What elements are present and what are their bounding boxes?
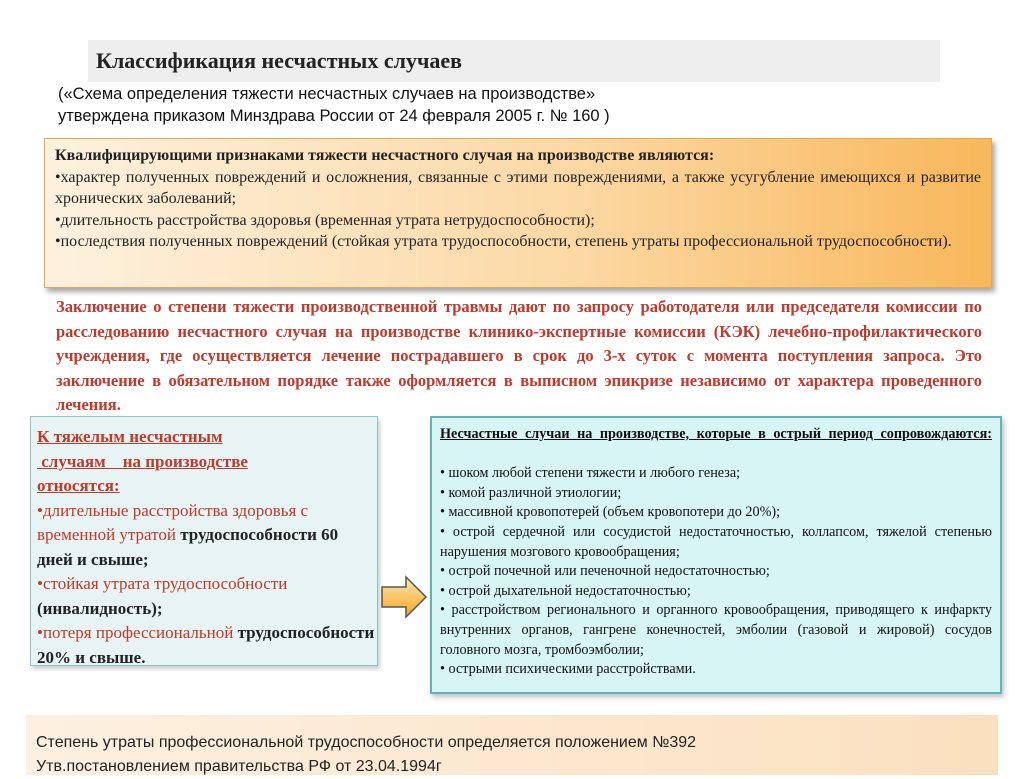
heavy-item-2-text: •стойкая утрата трудоспособности: [37, 574, 288, 593]
qualifying-item: •длительность расстройства здоровья (временная утрата нетрудоспособности);: [55, 211, 595, 229]
qualifying-item: •последствия полученных повреждений (стойкая утрата трудоспособности, степень утраты профессиональной трудоспособности).: [55, 233, 952, 250]
footer-note-box: [26, 715, 998, 775]
heavy-item-1: [37, 499, 377, 573]
qualifying-signs-box: [44, 138, 992, 288]
heavy-item-3: [37, 621, 377, 670]
acute-item: • острой почечной или печеночной недостаточностью;: [440, 562, 992, 582]
acute-period-box: [430, 416, 1002, 694]
heavy-cases-box: [30, 416, 378, 666]
subtitle-line-1: («Схема определения тяжести несчастных случаев на производстве»: [58, 85, 596, 103]
acute-item: • массивной кровопотерей (объем кровопотери до 20%);: [440, 503, 992, 523]
right-arrow-icon: [380, 575, 428, 619]
acute-item: • острыми психическими расстройствами.: [440, 660, 992, 680]
acute-item: • расстройством регионального и органного кровообращения, приводящего к инфаркту внутренних органов, гангрене конечностей, эмболии (газовой и жировой) сосудов головного мозга, тромбоэмболии;: [440, 601, 992, 660]
acute-item: • комой различной этиологии;: [440, 484, 992, 504]
qualifying-heading: Квалифицирующими признаками тяжести несчастного случая на производстве являются:: [55, 147, 715, 164]
footer-line-2: Утв.постановлением правительства РФ от 23.04.1994г: [36, 758, 442, 775]
acute-heading: Несчастные случаи на производстве, которые в острый период сопровождаются:: [440, 426, 992, 442]
conclusion-text: Заключение о степени тяжести производственной травмы дают по запросу работодателя или председателя комиссии по расследованию несчастного случая на производстве клинико-экспертные комиссии (КЭК) лечебно-профилактического учреждения, где осуществляется лечение пострадавшего в срок до 3-х суток с момента поступления запроса. Это заключение в обязательном порядке также оформляется в выписном эпикризе независимо от характера проведенного лечения.: [56, 297, 982, 414]
heavy-item-1-bold: трудоспособности 60 дней и свыше;: [37, 525, 339, 569]
qualifying-item: •характер полученных повреждений и осложнения, связанные с этими повреждениями, а также усугубление имеющихся и развитие хронических заболеваний;: [55, 168, 981, 207]
heavy-item-2: [37, 572, 377, 621]
heavy-item-1-text: •длительные расстройства здоровья с временной утратой: [37, 500, 309, 544]
page-title: Классификация несчастных случаев: [96, 48, 463, 73]
footer-line-1: Степень утраты профессиональной трудоспособности определяется положением №392: [36, 734, 697, 751]
heavy-item-3-bold: трудоспособности 20% и свыше.: [37, 623, 375, 667]
heavy-item-2-bold: (инвалидность);: [37, 598, 163, 618]
heavy-heading-line-3: относятся:: [37, 476, 120, 495]
heavy-heading-line-1: К тяжелым несчастным: [37, 427, 223, 446]
title-bar: [88, 40, 940, 82]
acute-item: • острой сердечной или сосудистой недостаточностью, коллапсом, тяжелой степенью нарушения мозгового кровообращения;: [440, 523, 992, 562]
acute-item: • шоком любой степени тяжести и любого генеза;: [440, 464, 992, 484]
acute-item: • острой дыхательной недостаточностью;: [440, 582, 992, 602]
heavy-heading-line-2: случаям на производстве: [37, 451, 248, 471]
subtitle: [58, 83, 958, 127]
heavy-item-3-text: •потеря профессиональной: [37, 623, 238, 642]
subtitle-line-2: утверждена приказом Минздрава России от 24 февраля 2005 г. № 160 ): [58, 107, 610, 125]
